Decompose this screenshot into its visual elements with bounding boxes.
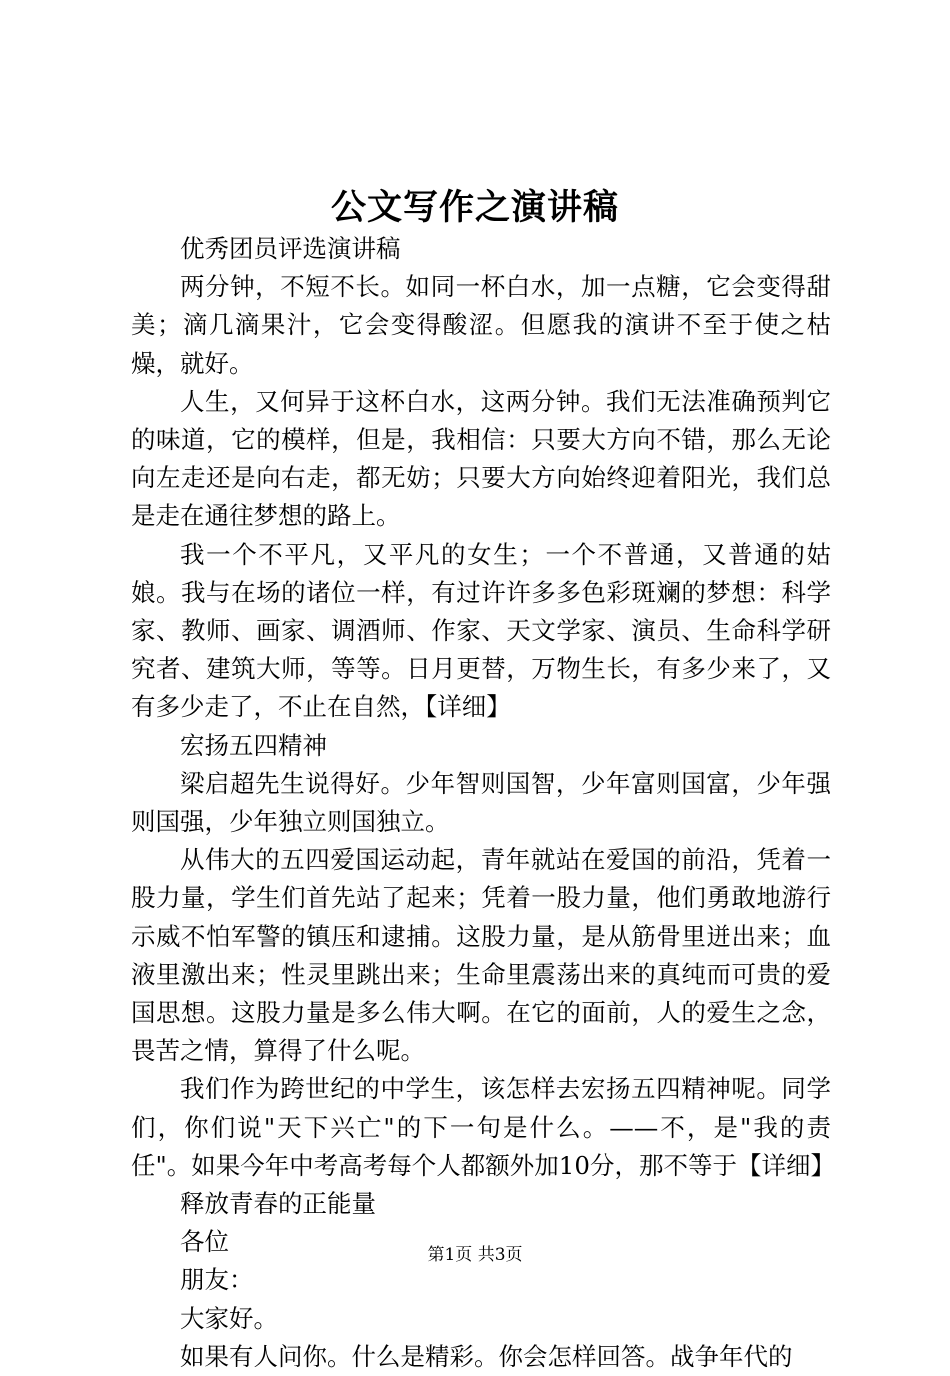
page-number: 第1页 共3页 [427,1245,523,1265]
paragraph-subtitle-2: 宏扬五四精神 [180,730,327,760]
paragraph: 从伟大的五四爱国运动起，青年就站在爱国的前沿，凭着一股力量，学生们首先站了起来；凭着一股力量，他们勇敢地游行示威不怕军警的镇压和逮捕。这股力量，是从筋骨里迸出来；血液里激出来；性灵里跳出来；生命里震荡出来的真纯而可贵的爱国思想。这股力量是多么伟大啊。在它的面前，人的爱生之念，畏苦之情，算得了什么呢。 [131,845,831,1066]
paragraph-salutation: 各位 [180,1227,229,1257]
paragraph: 我一个不平凡，又平凡的女生；一个不普通，又普通的姑娘。我与在场的诸位一样，有过许许多多色彩斑斓的梦想：科学家、教师、画家、调酒师、作家、天文学家、演员、生命科学研究者、建筑大师，等等。日月更替，万物生长，有多少来了，又有多少走了，不止在自然，【详细】 [131,539,831,722]
document-body [131,230,835,1376]
paragraph: 梁启超先生说得好。少年智则国智，少年富则国富，少年强则国强，少年独立则国独立。 [131,768,831,837]
paragraph: 人生，又何异于这杯白水，这两分钟。我们无法准确预判它的味道，它的模样，但是，我相信：只要大方向不错，那么无论向左走还是向右走，都无妨；只要大方向始终迎着阳光，我们总是走在通往梦想的路上。 [131,386,831,531]
paragraph: 如果有人问你。什么是精彩。你会怎样回答。战争年代的 [180,1341,793,1371]
paragraph: 两分钟，不短不长。如同一杯白水，加一点糖，它会变得甜美；滴几滴果汁，它会变得酸涩。但愿我的演讲不至于使之枯燥，就好。 [131,272,831,378]
paragraph-subtitle-1: 优秀团员评选演讲稿 [180,234,401,263]
paragraph: 我们作为跨世纪的中学生，该怎样去宏扬五四精神呢。同学们，你们说"天下兴亡"的下一句是什么。——不，是"我的责任"。如果今年中考高考每个人都额外加10分，那不等于【详细】 [131,1074,835,1180]
paragraph-greeting: 大家好。 [180,1303,278,1333]
document-title: 公文写作之演讲稿 [330,187,619,228]
paragraph-subtitle-3: 释放青春的正能量 [180,1189,376,1219]
paragraph-salutation: 朋友： [180,1265,254,1295]
